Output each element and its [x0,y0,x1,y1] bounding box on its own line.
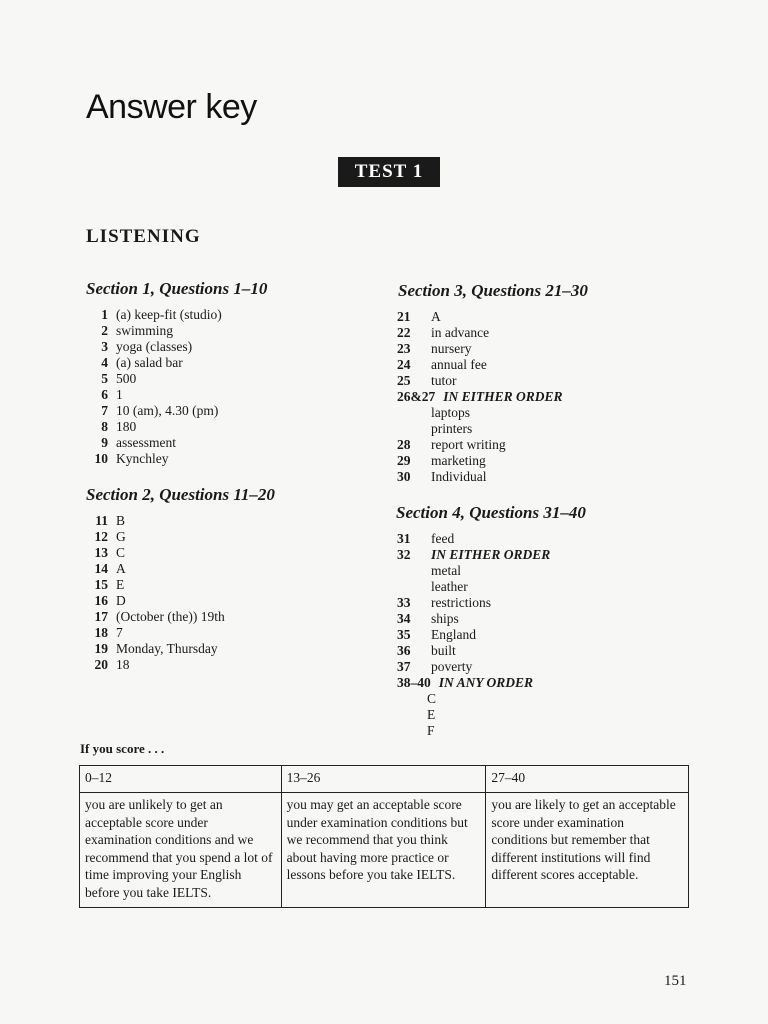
answer-text: nursery [431,341,472,356]
test-badge: TEST 1 [338,157,440,187]
answer-text: D [116,593,126,608]
answer-text: (a) keep-fit (studio) [116,307,222,322]
answer-row [397,357,563,373]
answer-row [80,657,225,673]
section-4-title: Section 4, Questions 31–40 [396,503,586,522]
answer-number: 2 [101,323,108,338]
answer-number: 3 [101,339,108,354]
answer-text: (a) salad bar [116,355,183,370]
answer-row [397,469,563,485]
answer-number: 15 [94,577,108,592]
answer-number: 25 [397,373,411,388]
answer-number: 37 [397,659,411,674]
answer-number: 18 [94,625,108,640]
answer-text: A [116,561,126,576]
answer-text: yoga (classes) [116,339,193,354]
answer-row [397,341,563,357]
section-1-answers [80,307,222,467]
answer-row [80,307,222,323]
answer-text: G [116,529,126,544]
section-3-title: Section 3, Questions 21–30 [398,281,588,300]
answer-row [397,659,550,675]
answer-row [80,387,222,403]
answer-text: F [427,723,435,738]
answer-number [397,405,431,421]
score-range-mid: 13–26 [281,766,486,793]
answer-number: 23 [397,341,411,356]
answer-number [397,579,431,595]
score-range-low: 0–12 [80,766,282,793]
answer-text: annual fee [431,357,487,372]
score-table [79,765,689,908]
answer-text: Kynchley [116,451,169,466]
section-4-answers [397,531,550,739]
answer-number: 16 [94,593,108,608]
answer-number: 14 [94,561,108,576]
answer-number: 31 [397,531,411,546]
answer-number: 32 [397,547,411,562]
answer-number [397,707,427,723]
section-3-answers [397,309,563,485]
answer-number: 35 [397,627,411,642]
score-description-low: you are unlikely to get an acceptable score under examination conditions and we recommend that you spend a lot of time improving your English before you take IELTS. [80,793,282,908]
answer-text: swimming [116,323,174,338]
answer-number: 21 [397,309,411,324]
answer-row [80,339,222,355]
answer-text: poverty [431,659,473,674]
answer-number: 38–40 [397,675,431,690]
answer-row [80,371,222,387]
answer-number: 22 [397,325,411,340]
answer-text: Individual [431,469,487,484]
answer-row [80,577,225,593]
answer-number: 1 [101,307,108,322]
answer-row [80,435,222,451]
answer-text: A [431,309,441,324]
score-range-high: 27–40 [486,766,689,793]
answer-text: C [116,545,126,560]
answer-text: C [427,691,437,706]
answer-row [80,593,225,609]
answer-row [397,547,550,563]
answer-text: IN EITHER ORDER [431,547,551,562]
answer-row [397,643,550,659]
answer-number [397,563,431,579]
answer-text: ships [431,611,459,626]
answer-text: E [427,707,436,722]
answer-row [397,595,550,611]
answer-row [80,641,225,657]
answer-text: E [116,577,125,592]
answer-number: 4 [101,355,108,370]
answer-number: 7 [101,403,108,418]
answer-number: 28 [397,437,411,452]
answer-row [397,531,550,547]
answer-text: (October (the)) 19th [116,609,225,624]
answer-row [397,627,550,643]
answer-row [80,561,225,577]
answer-number: 26&27 [397,389,436,404]
answer-row [397,611,550,627]
section-2-title: Section 2, Questions 11–20 [86,485,275,504]
answer-number: 33 [397,595,411,610]
answer-number [397,691,427,707]
answer-text: restrictions [431,595,491,610]
answer-text: feed [431,531,455,546]
section-1-title: Section 1, Questions 1–10 [86,279,268,298]
answer-number: 30 [397,469,411,484]
answer-row [397,389,563,405]
answer-row [80,403,222,419]
answer-row [397,563,550,579]
score-range-row [80,766,689,793]
answer-row [397,453,563,469]
answer-number: 12 [94,529,108,544]
answer-row [80,419,222,435]
score-description-mid: you may get an acceptable score under examination conditions but we recommend that you think about having more practice or lessons before you take IELTS. [281,793,486,908]
answer-text: IN ANY ORDER [438,675,534,690]
answer-number: 11 [95,513,108,528]
answer-number: 29 [397,453,411,468]
answer-text: in advance [431,325,490,340]
answer-text: laptops [431,405,470,420]
answer-row [397,579,550,595]
answer-number: 17 [94,609,108,624]
answer-text: 7 [116,625,123,640]
answer-row [80,545,225,561]
answer-number: 6 [101,387,108,402]
answer-number: 9 [101,435,108,450]
answer-text: 1 [116,387,123,402]
answer-number: 8 [101,419,108,434]
answer-row [397,707,550,723]
answer-text: 500 [116,371,137,386]
answer-number: 36 [397,643,411,658]
page-number: 151 [664,973,687,989]
page-title: Answer key [86,88,257,126]
answer-text: marketing [431,453,486,468]
listening-heading: LISTENING [86,226,201,247]
answer-text: 18 [116,657,130,672]
answer-text: metal [431,563,461,578]
answer-row [80,513,225,529]
answer-row [397,421,563,437]
answer-row [397,437,563,453]
answer-row [397,373,563,389]
answer-row [80,609,225,625]
answer-row [397,309,563,325]
score-description-high: you are likely to get an acceptable score under examination conditions but remember that different institutions will find different scores acceptable. [486,793,689,908]
answer-row [397,325,563,341]
answer-number [397,421,431,437]
answer-text: leather [431,579,468,594]
answer-row [80,529,225,545]
answer-text: 180 [116,419,137,434]
answer-number: 10 [94,451,108,466]
answer-number: 13 [94,545,108,560]
answer-text: report writing [431,437,506,452]
answer-number: 19 [94,641,108,656]
answer-row [397,691,550,707]
answer-row [80,323,222,339]
answer-text: IN EITHER ORDER [443,389,563,404]
answer-number: 5 [101,371,108,386]
score-description-row [80,793,689,908]
answer-row [80,355,222,371]
answer-text: England [431,627,476,642]
answer-text: 10 (am), 4.30 (pm) [116,403,219,418]
answer-row [80,451,222,467]
answer-row [397,723,550,739]
answer-row [397,405,563,421]
answer-text: B [116,513,126,528]
section-2-answers [80,513,225,673]
answer-number: 34 [397,611,411,626]
answer-row [80,625,225,641]
answer-row [397,675,550,691]
answer-number: 20 [94,657,108,672]
answer-text: tutor [431,373,457,388]
answer-text: Monday, Thursday [116,641,218,656]
answer-text: built [431,643,456,658]
answer-text: printers [431,421,473,436]
answer-text: assessment [116,435,176,450]
answer-number: 24 [397,357,411,372]
score-heading: If you score . . . [80,741,165,756]
answer-number [397,723,427,739]
